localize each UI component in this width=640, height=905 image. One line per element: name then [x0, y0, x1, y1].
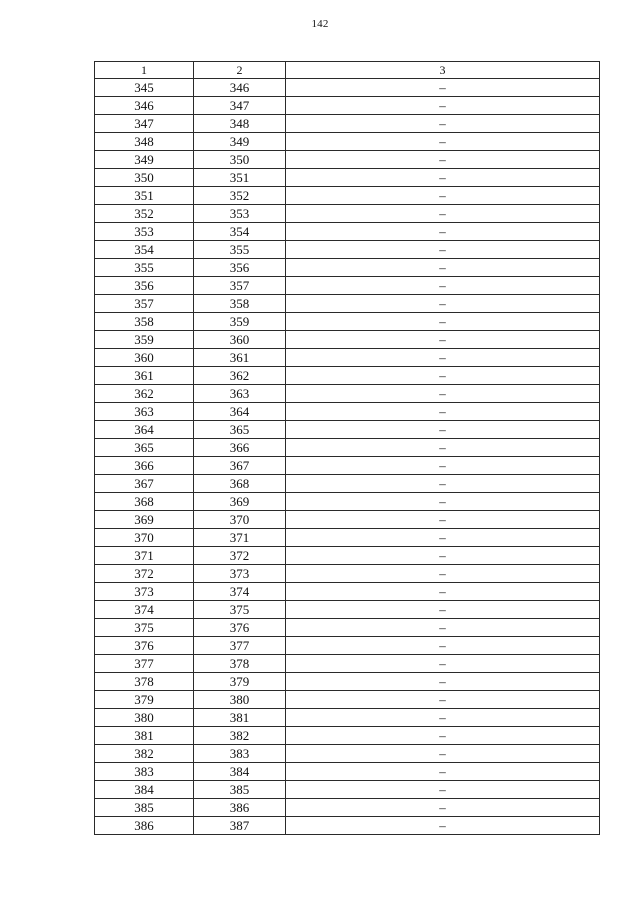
table-cell: 361	[194, 349, 286, 367]
table-cell: 364	[194, 403, 286, 421]
table-cell: –	[286, 565, 600, 583]
table-cell: –	[286, 241, 600, 259]
table-row	[95, 169, 600, 187]
table-cell: –	[286, 673, 600, 691]
table-cell: –	[286, 259, 600, 277]
table-cell: 382	[194, 727, 286, 745]
table-row	[95, 673, 600, 691]
page-number: 142	[311, 18, 329, 30]
table-cell: –	[286, 439, 600, 457]
table-cell: 362	[194, 367, 286, 385]
table-cell: 372	[95, 565, 194, 583]
table-cell: 347	[95, 115, 194, 133]
table-cell: 360	[95, 349, 194, 367]
table-cell: 355	[194, 241, 286, 259]
table-cell: 383	[95, 763, 194, 781]
table-row	[95, 781, 600, 799]
table-cell: 380	[194, 691, 286, 709]
table-cell: 348	[95, 133, 194, 151]
table-row	[95, 349, 600, 367]
table-cell: 374	[194, 583, 286, 601]
table-cell: 387	[194, 817, 286, 835]
table-cell: 379	[194, 673, 286, 691]
table-cell: 378	[194, 655, 286, 673]
table-cell: 351	[95, 187, 194, 205]
table-cell: –	[286, 547, 600, 565]
table-cell: –	[286, 709, 600, 727]
table-cell: –	[286, 205, 600, 223]
table-cell: –	[286, 781, 600, 799]
table-cell: 350	[95, 169, 194, 187]
table-cell: 378	[95, 673, 194, 691]
table-row	[95, 259, 600, 277]
table-row	[95, 97, 600, 115]
table-cell: 379	[95, 691, 194, 709]
table-cell: 350	[194, 151, 286, 169]
table-cell: 359	[194, 313, 286, 331]
table-cell: 360	[194, 331, 286, 349]
table-cell: 346	[95, 97, 194, 115]
table-cell: –	[286, 115, 600, 133]
table-cell: 353	[95, 223, 194, 241]
table-row	[95, 457, 600, 475]
table-cell: 367	[194, 457, 286, 475]
table-row	[95, 313, 600, 331]
table-cell: 369	[95, 511, 194, 529]
table-cell: 357	[194, 277, 286, 295]
table-row	[95, 367, 600, 385]
table-cell: –	[286, 295, 600, 313]
table-cell: 349	[95, 151, 194, 169]
table-cell: 386	[95, 817, 194, 835]
table-cell: 366	[95, 457, 194, 475]
table-cell: 368	[194, 475, 286, 493]
table-row	[95, 151, 600, 169]
table-row	[95, 709, 600, 727]
table-row	[95, 763, 600, 781]
table-cell: 373	[95, 583, 194, 601]
column-header: 1	[95, 62, 194, 79]
table-row	[95, 205, 600, 223]
table-cell: –	[286, 655, 600, 673]
table-cell: 372	[194, 547, 286, 565]
table-row	[95, 385, 600, 403]
table-body	[95, 79, 600, 835]
table-row	[95, 511, 600, 529]
table-cell: 356	[194, 259, 286, 277]
table-cell: 356	[95, 277, 194, 295]
table-cell: 345	[95, 79, 194, 97]
table-cell: –	[286, 529, 600, 547]
table-cell: –	[286, 151, 600, 169]
table-row	[95, 475, 600, 493]
table-cell: 366	[194, 439, 286, 457]
table-cell: –	[286, 187, 600, 205]
table-cell: 357	[95, 295, 194, 313]
table-cell: 362	[95, 385, 194, 403]
table-cell: 370	[194, 511, 286, 529]
table-cell: –	[286, 601, 600, 619]
table-row	[95, 295, 600, 313]
table-cell: 352	[194, 187, 286, 205]
table-row	[95, 691, 600, 709]
table-row	[95, 277, 600, 295]
table-row	[95, 421, 600, 439]
table-row	[95, 745, 600, 763]
table-cell: –	[286, 133, 600, 151]
table-cell: 384	[194, 763, 286, 781]
table-cell: 354	[194, 223, 286, 241]
table-cell: 385	[194, 781, 286, 799]
table-cell: 363	[95, 403, 194, 421]
table-cell: 370	[95, 529, 194, 547]
table-cell: –	[286, 97, 600, 115]
table-cell: –	[286, 745, 600, 763]
table-cell: –	[286, 475, 600, 493]
table-row	[95, 115, 600, 133]
table-cell: –	[286, 349, 600, 367]
table-cell: 371	[194, 529, 286, 547]
column-header: 3	[286, 62, 600, 79]
table-cell: –	[286, 385, 600, 403]
table-cell: –	[286, 457, 600, 475]
table-cell: 367	[95, 475, 194, 493]
table-row	[95, 547, 600, 565]
table-cell: 359	[95, 331, 194, 349]
table-cell: 347	[194, 97, 286, 115]
table-cell: 380	[95, 709, 194, 727]
table-cell: 377	[194, 637, 286, 655]
table-cell: 352	[95, 205, 194, 223]
table-cell: –	[286, 277, 600, 295]
table-row	[95, 223, 600, 241]
table-header	[95, 62, 600, 79]
table-cell: 348	[194, 115, 286, 133]
table-cell: 358	[95, 313, 194, 331]
table-row	[95, 493, 600, 511]
table-cell: 381	[194, 709, 286, 727]
table-row	[95, 565, 600, 583]
table-cell: 386	[194, 799, 286, 817]
table-cell: 375	[95, 619, 194, 637]
table-cell: –	[286, 619, 600, 637]
table-cell: 353	[194, 205, 286, 223]
table-row	[95, 637, 600, 655]
table-cell: –	[286, 583, 600, 601]
table-cell: 364	[95, 421, 194, 439]
column-header: 2	[194, 62, 286, 79]
table-row	[95, 331, 600, 349]
data-table	[94, 61, 600, 835]
table-row	[95, 133, 600, 151]
table-cell: 381	[95, 727, 194, 745]
table-cell: –	[286, 403, 600, 421]
table-cell: –	[286, 79, 600, 97]
table-cell: 349	[194, 133, 286, 151]
table-cell: –	[286, 493, 600, 511]
table-cell: –	[286, 799, 600, 817]
table-cell: 346	[194, 79, 286, 97]
table-cell: 351	[194, 169, 286, 187]
table-cell: –	[286, 691, 600, 709]
table-cell: 363	[194, 385, 286, 403]
table-cell: 369	[194, 493, 286, 511]
table-cell: –	[286, 313, 600, 331]
header-row	[95, 62, 600, 79]
table-cell: 376	[95, 637, 194, 655]
table-cell: 384	[95, 781, 194, 799]
table-cell: –	[286, 331, 600, 349]
table-row	[95, 619, 600, 637]
table-row	[95, 529, 600, 547]
table-cell: 371	[95, 547, 194, 565]
table-row	[95, 241, 600, 259]
table-cell: –	[286, 763, 600, 781]
table-cell: 374	[95, 601, 194, 619]
table-cell: 375	[194, 601, 286, 619]
table-cell: 358	[194, 295, 286, 313]
table-cell: –	[286, 169, 600, 187]
table-row	[95, 187, 600, 205]
table-cell: –	[286, 727, 600, 745]
table-cell: 376	[194, 619, 286, 637]
table-cell: 385	[95, 799, 194, 817]
table-cell: 382	[95, 745, 194, 763]
table-row	[95, 601, 600, 619]
table-cell: 373	[194, 565, 286, 583]
table-row	[95, 439, 600, 457]
table-cell: 365	[95, 439, 194, 457]
table-row	[95, 79, 600, 97]
table-cell: 361	[95, 367, 194, 385]
table-cell: –	[286, 421, 600, 439]
table-cell: –	[286, 637, 600, 655]
table-row	[95, 817, 600, 835]
table-row	[95, 727, 600, 745]
table-cell: 354	[95, 241, 194, 259]
table-cell: –	[286, 511, 600, 529]
table-cell: 383	[194, 745, 286, 763]
table-cell: 365	[194, 421, 286, 439]
table-row	[95, 583, 600, 601]
table-cell: 355	[95, 259, 194, 277]
table-row	[95, 655, 600, 673]
table-row	[95, 403, 600, 421]
table-cell: 368	[95, 493, 194, 511]
table-cell: 377	[95, 655, 194, 673]
table-cell: –	[286, 817, 600, 835]
table-row	[95, 799, 600, 817]
table-cell: –	[286, 223, 600, 241]
table-cell: –	[286, 367, 600, 385]
